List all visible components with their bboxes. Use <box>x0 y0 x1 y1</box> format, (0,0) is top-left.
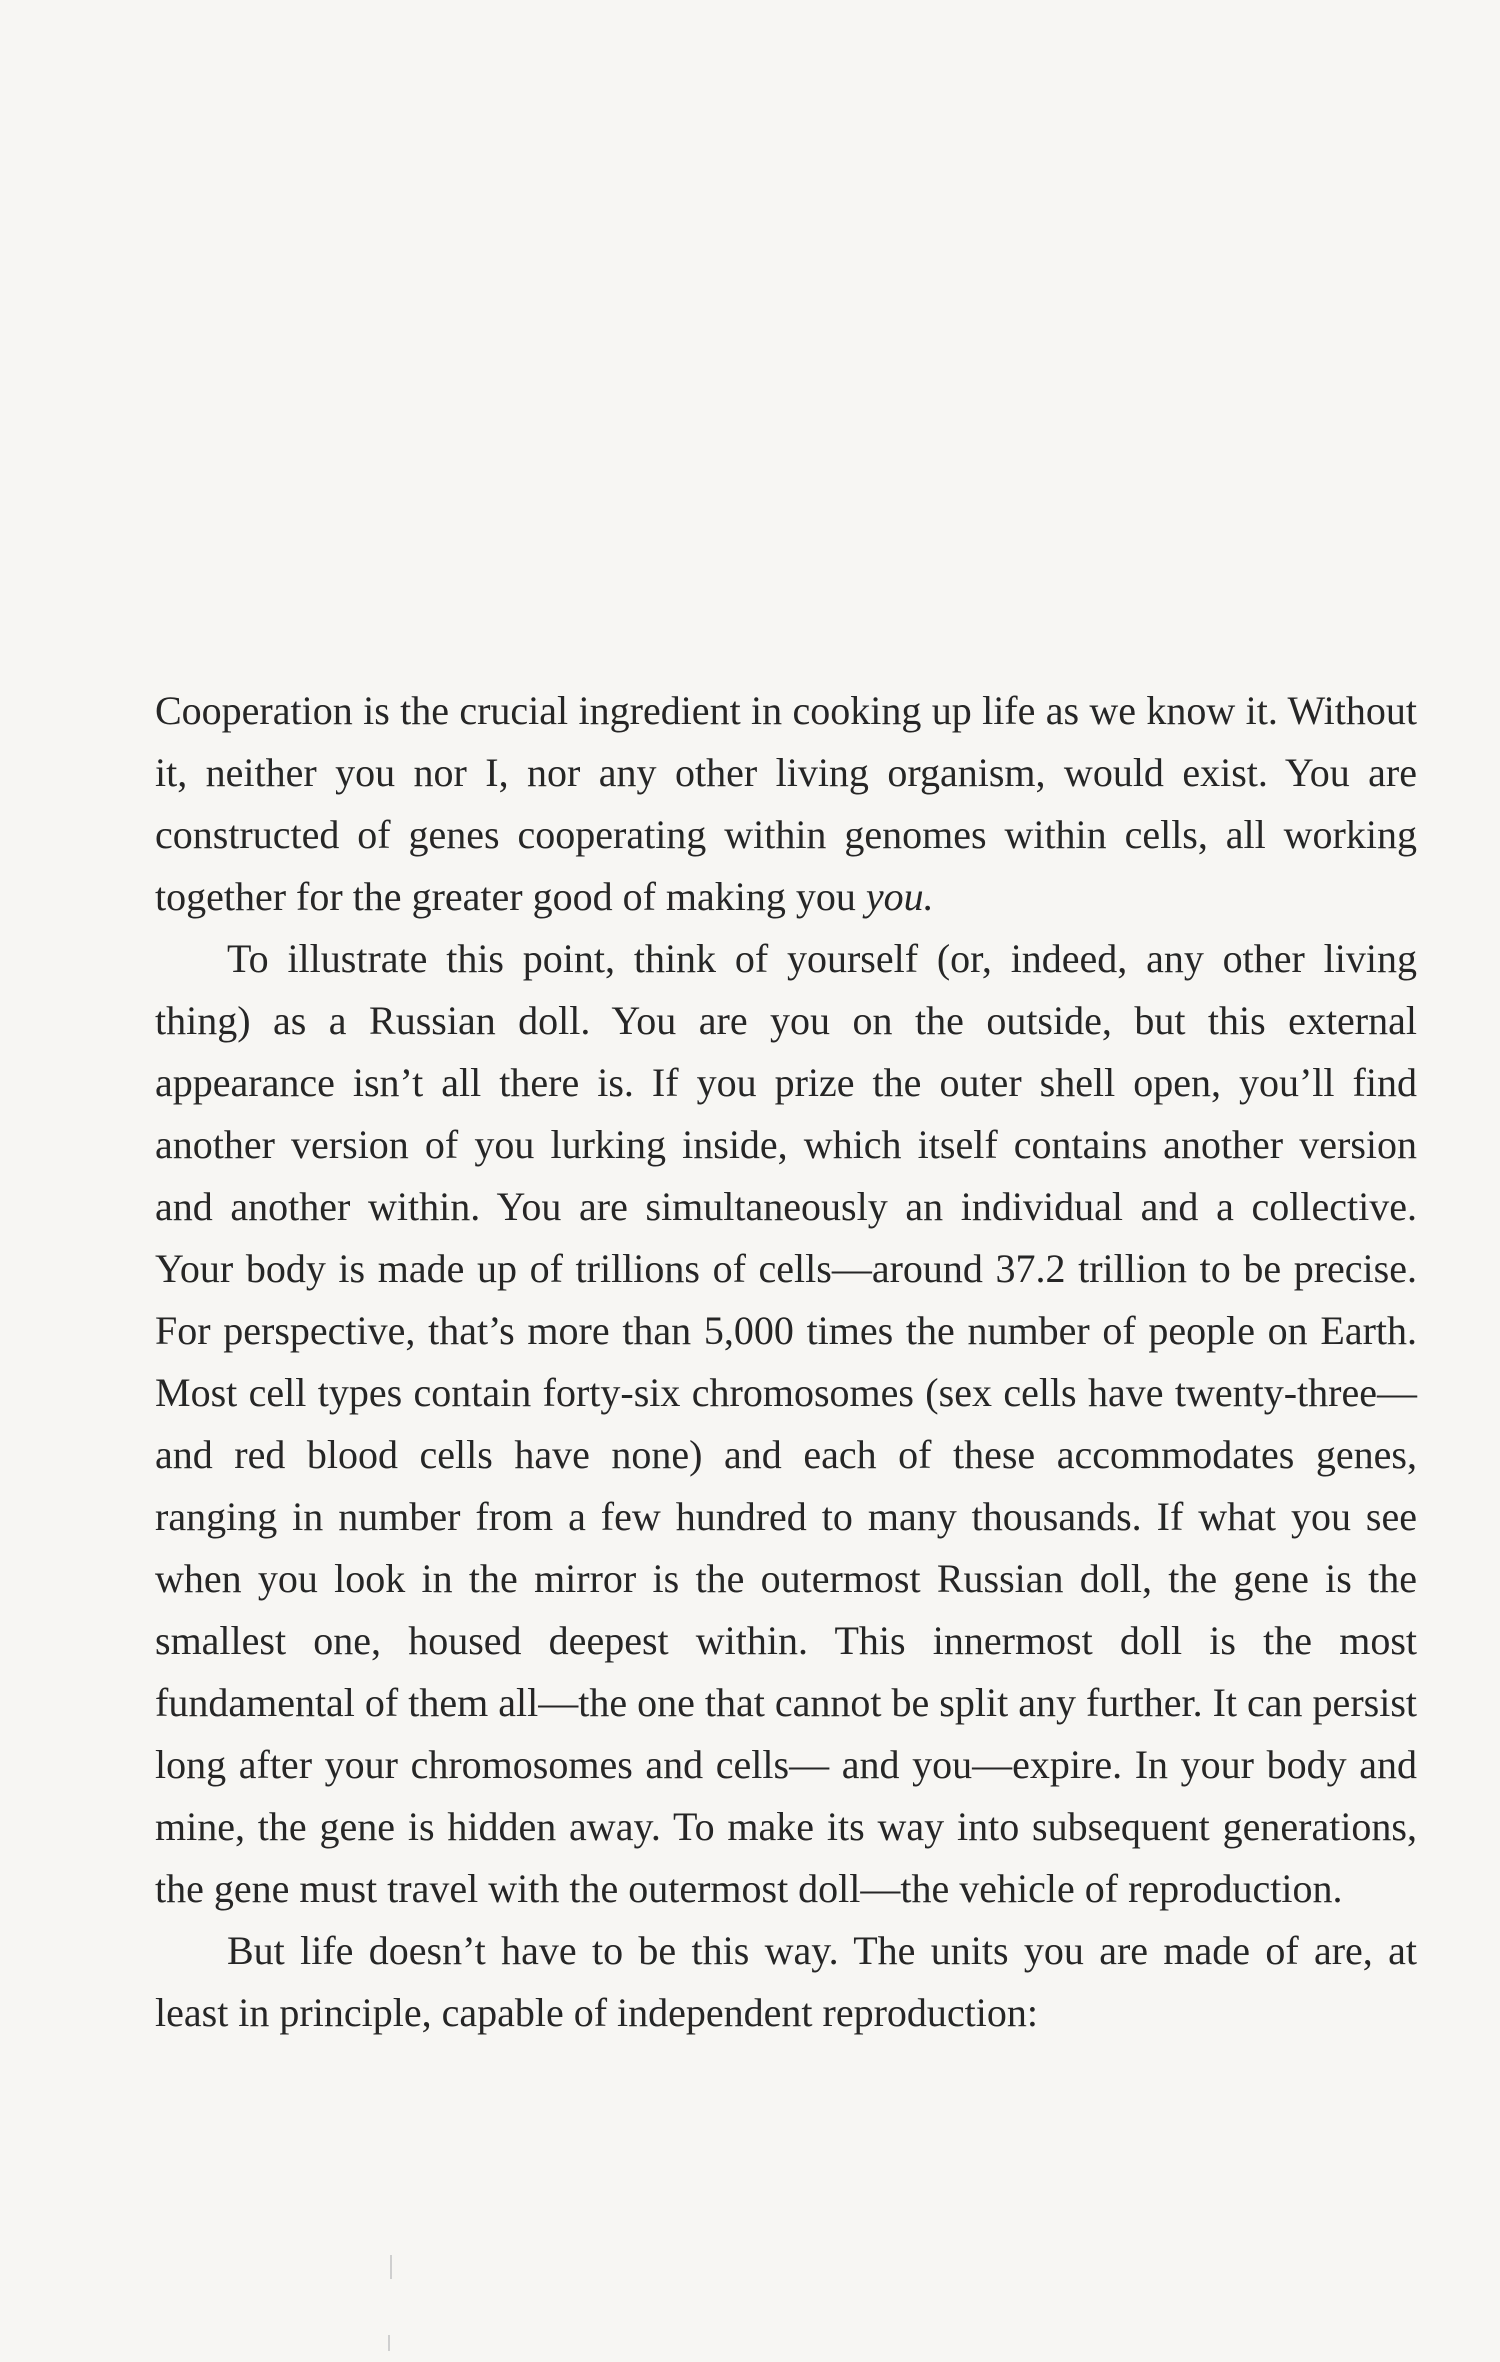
scan-artifact <box>388 2335 390 2351</box>
text-segment: But life doesn’t have to be this way. The units you are made of are, at least in principle, capable of independent reproduction: <box>155 1928 1417 2035</box>
paragraph-3 <box>155 1920 1417 2044</box>
text-segment: To illustrate this point, think of yourself (or, indeed, any other living thing) as a Russian doll. You are you on the outside, but this external appearance isn’t all there is. If you prize the outer shell open, you’ll find another version of you lurking inside, which itself contains another version and another within. You are simultaneously an individual and a collective. Your body is made up of trillions of cells—around 37.2 trillion to be precise. For perspective, that’s more than 5,000 times the number of people on Earth. Most cell types contain forty-six chromosomes (sex cells have twenty-three—and red blood cells have none) and each of these accommodates genes, ranging in number from a few hundred to many thousands. If what you see when you look in the mirror is the outermost Russian doll, the gene is the smallest one, housed deepest within. This innermost doll is the most fundamental of them all—the one that cannot be split any further. It can persist long after your chromosomes and cells— and you—expire. In your body and mine, the gene is hidden away. To make its way into subsequent generations, the gene must travel with the outermost doll—the vehicle of reproduction. <box>155 936 1417 1911</box>
scan-artifact <box>390 2255 392 2279</box>
body-text <box>155 680 1417 2044</box>
paragraph-1 <box>155 680 1417 928</box>
text-segment: Cooperation is the crucial ingredient in cooking up life as we know it. Without it, neither you nor I, nor any other living organism, would exist. You are constructed of genes cooperating within genomes within cells, all working together for the greater good of making you <box>155 688 1417 919</box>
paragraph-2 <box>155 928 1417 1920</box>
text-segment: you. <box>865 874 934 919</box>
